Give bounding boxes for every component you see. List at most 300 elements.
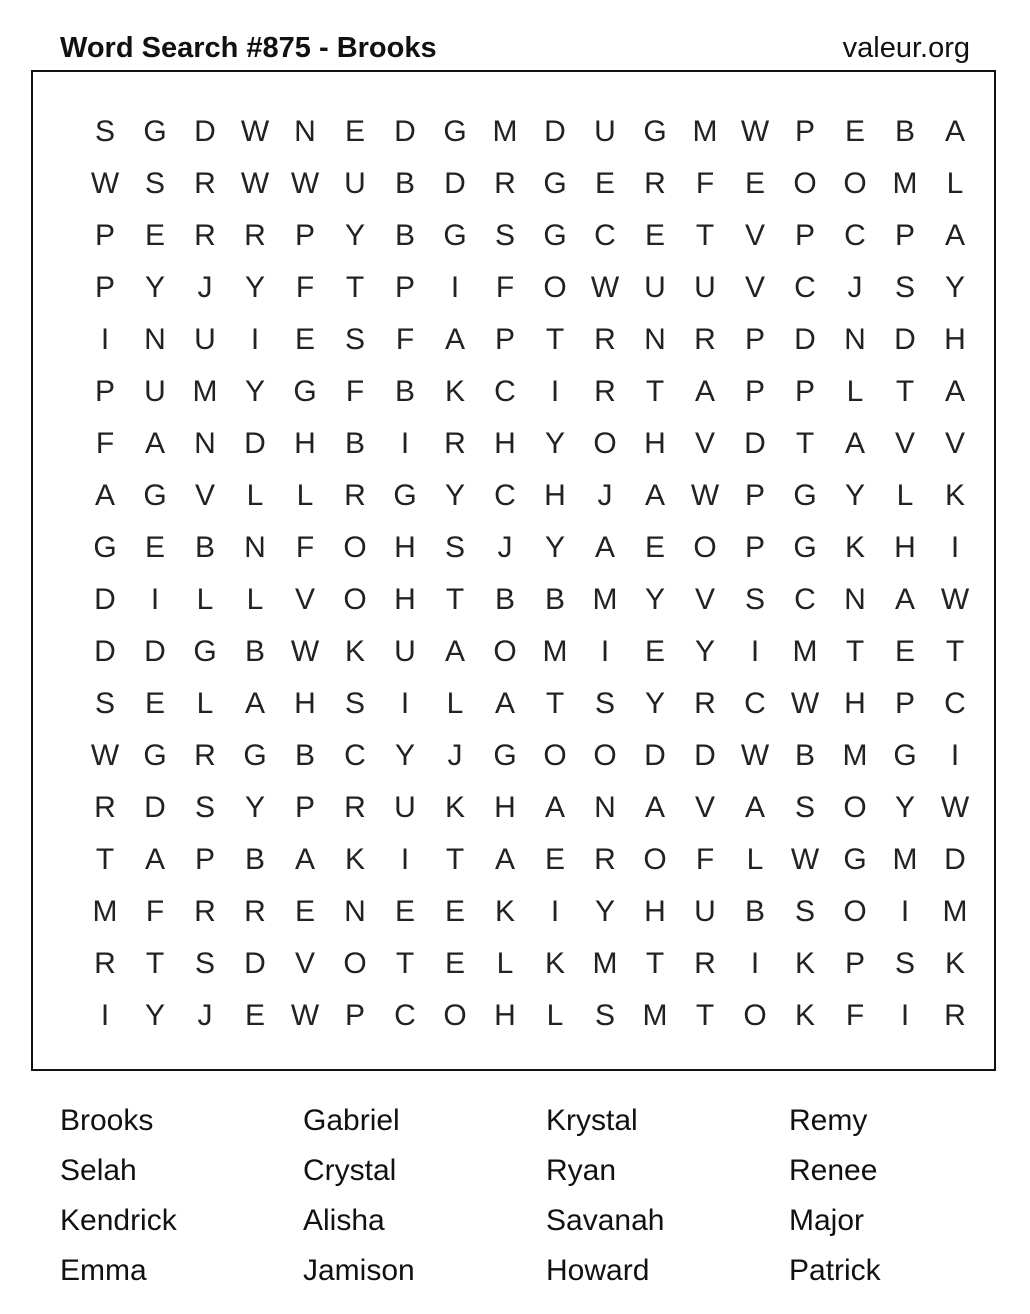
grid-letter: N (594, 791, 616, 824)
grid-letter: V (694, 583, 715, 616)
grid-letter: L (246, 583, 264, 616)
grid-letter: G (293, 375, 317, 408)
grid-letter: W (690, 479, 720, 512)
grid-letter: S (894, 271, 915, 304)
grid-letter: L (946, 167, 964, 200)
grid-letter: E (294, 895, 315, 928)
word-list-item: Major (789, 1204, 865, 1237)
grid-letter: K (944, 479, 965, 512)
grid-letter: U (144, 375, 166, 408)
grid-letter: A (494, 843, 515, 876)
grid-letter: K (344, 635, 365, 668)
grid-letter: U (594, 115, 616, 148)
grid-letter: G (143, 479, 167, 512)
grid-letter: A (444, 635, 465, 668)
grid-letter: U (694, 271, 716, 304)
grid-letter: S (444, 531, 465, 564)
grid-letter: V (744, 271, 765, 304)
grid-letter: F (845, 999, 865, 1032)
grid-letter: E (144, 219, 165, 252)
grid-letter: H (944, 323, 966, 356)
grid-letter: C (794, 271, 816, 304)
grid-letter: R (194, 167, 216, 200)
grid-letter: O (843, 791, 867, 824)
grid-letter: W (740, 739, 770, 772)
grid-letter: P (94, 271, 115, 304)
grid-letter: T (695, 219, 715, 252)
grid-letter: Y (244, 791, 265, 824)
grid-letter: T (145, 947, 165, 980)
grid-letter: E (594, 167, 615, 200)
grid-letter: R (594, 843, 616, 876)
grid-letter: I (950, 531, 960, 564)
grid-letter: O (443, 999, 467, 1032)
grid-letter: M (892, 843, 918, 876)
grid-letter: U (694, 895, 716, 928)
grid-letter: V (694, 791, 715, 824)
grid-letter: H (394, 583, 416, 616)
grid-letter: D (894, 323, 916, 356)
grid-letter: E (894, 635, 915, 668)
word-list-item: Crystal (303, 1154, 397, 1187)
grid-letter: R (594, 375, 616, 408)
grid-letter: S (94, 115, 115, 148)
grid-letter: U (644, 271, 666, 304)
grid-letter: L (446, 687, 464, 720)
grid-letter: R (694, 323, 716, 356)
grid-letter: Y (644, 687, 665, 720)
grid-letter: T (95, 843, 115, 876)
grid-letter: A (744, 791, 765, 824)
grid-letter: Y (644, 583, 665, 616)
grid-letter: L (896, 479, 914, 512)
grid-letter: V (294, 583, 315, 616)
grid-letter: I (100, 323, 110, 356)
grid-letter: A (94, 479, 115, 512)
grid-letter: M (592, 947, 618, 980)
grid-letter: G (643, 115, 667, 148)
grid-letter: G (543, 167, 567, 200)
grid-letter: G (793, 531, 817, 564)
grid-letter: K (794, 999, 815, 1032)
grid-letter: V (944, 427, 965, 460)
grid-letter: E (144, 531, 165, 564)
grid-letter: I (100, 999, 110, 1032)
grid-letter: Y (544, 427, 565, 460)
grid-letter: F (295, 531, 315, 564)
grid-letter: N (244, 531, 266, 564)
grid-letter: B (894, 115, 915, 148)
word-list-item: Renee (789, 1154, 878, 1187)
grid-letter: P (794, 115, 815, 148)
grid-letter: O (793, 167, 817, 200)
grid-letter: E (144, 687, 165, 720)
grid-letter: E (444, 895, 465, 928)
grid-letter: M (892, 167, 918, 200)
grid-letter: J (447, 739, 463, 772)
grid-letter: P (744, 323, 765, 356)
grid-letter: O (343, 531, 367, 564)
grid-letter: T (895, 375, 915, 408)
grid-letter: T (695, 999, 715, 1032)
grid-letter: R (944, 999, 966, 1032)
grid-letter: O (693, 531, 717, 564)
site-name: valeur.org (842, 32, 970, 64)
grid-letter: R (94, 791, 116, 824)
grid-letter: B (344, 427, 365, 460)
grid-letter: P (394, 271, 415, 304)
grid-letter: I (400, 687, 410, 720)
grid-letter: Y (244, 271, 265, 304)
grid-letter: K (494, 895, 515, 928)
grid-letter: T (545, 687, 565, 720)
grid-letter: W (240, 167, 270, 200)
grid-letter: V (194, 479, 215, 512)
grid-letter: C (344, 739, 366, 772)
grid-letter: H (644, 427, 666, 460)
grid-letter: L (196, 687, 214, 720)
grid-letter: S (744, 583, 765, 616)
grid-letter: C (844, 219, 866, 252)
grid-letter: M (192, 375, 218, 408)
grid-letter: T (545, 323, 565, 356)
word-list-item: Patrick (789, 1254, 881, 1287)
grid-letter: S (94, 687, 115, 720)
grid-letter: T (445, 583, 465, 616)
grid-letter: A (244, 687, 265, 720)
grid-letter: Y (394, 739, 415, 772)
grid-letter: W (290, 999, 320, 1032)
puzzle-title: Word Search #875 - Brooks (60, 32, 437, 64)
grid-letter: H (844, 687, 866, 720)
grid-letter: F (345, 375, 365, 408)
grid-letter: U (394, 635, 416, 668)
grid-letter: O (543, 271, 567, 304)
grid-letter: F (295, 271, 315, 304)
grid-letter: R (94, 947, 116, 980)
grid-letter: A (144, 427, 165, 460)
grid-letter: O (493, 635, 517, 668)
grid-letter: S (144, 167, 165, 200)
grid-letter: P (294, 219, 315, 252)
word-list-item: Savanah (546, 1204, 665, 1237)
grid-letter: L (296, 479, 314, 512)
grid-letter: G (143, 739, 167, 772)
grid-letter: P (344, 999, 365, 1032)
grid-letter: C (494, 479, 516, 512)
grid-letter: E (744, 167, 765, 200)
grid-letter: K (544, 947, 565, 980)
grid-letter: R (194, 219, 216, 252)
grid-letter: P (844, 947, 865, 980)
grid-letter: L (196, 583, 214, 616)
grid-letter: W (790, 687, 820, 720)
grid-letter: Y (544, 531, 565, 564)
grid-letter: R (494, 167, 516, 200)
grid-letter: P (744, 375, 765, 408)
grid-letter: B (394, 375, 415, 408)
grid-letter: D (94, 635, 116, 668)
grid-letter: I (900, 999, 910, 1032)
grid-letter: J (847, 271, 863, 304)
grid-letter: M (942, 895, 968, 928)
grid-letter: P (894, 219, 915, 252)
grid-letter: M (542, 635, 568, 668)
grid-letter: H (894, 531, 916, 564)
grid-letter: A (944, 219, 965, 252)
grid-letter: P (94, 375, 115, 408)
grid-letter: A (644, 791, 665, 824)
grid-letter: A (944, 375, 965, 408)
grid-letter: D (244, 947, 266, 980)
grid-letter: E (244, 999, 265, 1032)
grid-letter: I (900, 895, 910, 928)
grid-letter: B (244, 635, 265, 668)
grid-letter: N (844, 583, 866, 616)
grid-letter: D (794, 323, 816, 356)
grid-letter: A (594, 531, 615, 564)
grid-letter: F (695, 843, 715, 876)
grid-letter: G (543, 219, 567, 252)
grid-letter: B (744, 895, 765, 928)
grid-letter: N (194, 427, 216, 460)
grid-letter: U (344, 167, 366, 200)
grid-letter: R (194, 739, 216, 772)
grid-letter: W (290, 635, 320, 668)
grid-letter: V (894, 427, 915, 460)
grid-letter: I (400, 427, 410, 460)
grid-letter: M (842, 739, 868, 772)
grid-letter: R (244, 219, 266, 252)
grid-letter: B (544, 583, 565, 616)
grid-letter: B (394, 219, 415, 252)
grid-letter: L (546, 999, 564, 1032)
word-list-item: Kendrick (60, 1204, 177, 1237)
grid-letter: P (744, 531, 765, 564)
grid-letter: V (694, 427, 715, 460)
grid-letter: H (494, 791, 516, 824)
grid-letter: W (940, 791, 970, 824)
grid-letter: F (95, 427, 115, 460)
grid-letter: C (744, 687, 766, 720)
grid-letter: O (743, 999, 767, 1032)
word-list-item: Remy (789, 1104, 868, 1137)
grid-letter: W (740, 115, 770, 148)
grid-letter: C (494, 375, 516, 408)
word-list-item: Jamison (303, 1254, 415, 1287)
grid-letter: N (344, 895, 366, 928)
grid-letter: S (494, 219, 515, 252)
grid-letter: C (594, 219, 616, 252)
grid-letter: E (294, 323, 315, 356)
grid-letter: Y (144, 999, 165, 1032)
grid-letter: A (544, 791, 565, 824)
grid-letter: W (940, 583, 970, 616)
grid-letter: H (544, 479, 566, 512)
grid-letter: G (243, 739, 267, 772)
grid-letter: M (592, 583, 618, 616)
grid-letter: G (93, 531, 117, 564)
grid-letter: A (844, 427, 865, 460)
word-list-item: Krystal (546, 1104, 638, 1137)
grid-letter: D (694, 739, 716, 772)
letter-grid-frame (31, 70, 996, 1071)
grid-letter: L (496, 947, 514, 980)
grid-letter: S (594, 687, 615, 720)
grid-letter: S (344, 323, 365, 356)
grid-letter: G (893, 739, 917, 772)
grid-letter: J (197, 271, 213, 304)
grid-letter: E (644, 219, 665, 252)
grid-letter: A (294, 843, 315, 876)
grid-letter: T (845, 635, 865, 668)
grid-letter: T (795, 427, 815, 460)
grid-letter: D (144, 791, 166, 824)
grid-letter: N (294, 115, 316, 148)
grid-letter: F (495, 271, 515, 304)
grid-letter: H (494, 427, 516, 460)
grid-letter: S (594, 999, 615, 1032)
grid-letter: H (394, 531, 416, 564)
grid-letter: K (444, 791, 465, 824)
grid-letter: V (744, 219, 765, 252)
grid-letter: K (444, 375, 465, 408)
grid-letter: E (444, 947, 465, 980)
grid-letter: T (945, 635, 965, 668)
grid-letter: P (94, 219, 115, 252)
grid-letter: P (744, 479, 765, 512)
word-list-item: Brooks (60, 1104, 154, 1137)
grid-letter: A (494, 687, 515, 720)
grid-letter: U (194, 323, 216, 356)
grid-letter: N (644, 323, 666, 356)
grid-letter: I (150, 583, 160, 616)
grid-letter: G (143, 115, 167, 148)
grid-letter: L (846, 375, 864, 408)
grid-letter: M (792, 635, 818, 668)
grid-letter: R (194, 895, 216, 928)
grid-letter: H (294, 427, 316, 460)
grid-letter: D (94, 583, 116, 616)
grid-letter: U (394, 791, 416, 824)
grid-letter: P (794, 375, 815, 408)
grid-letter: H (294, 687, 316, 720)
grid-letter: W (90, 739, 120, 772)
grid-letter: B (244, 843, 265, 876)
grid-letter: B (194, 531, 215, 564)
grid-letter: W (290, 167, 320, 200)
grid-letter: T (395, 947, 415, 980)
grid-letter: A (944, 115, 965, 148)
grid-letter: W (240, 115, 270, 148)
grid-letter: Y (594, 895, 615, 928)
grid-letter: F (395, 323, 415, 356)
grid-letter: P (494, 323, 515, 356)
grid-letter: I (950, 739, 960, 772)
grid-letter: Y (344, 219, 365, 252)
grid-letter: J (597, 479, 613, 512)
word-list-item: Gabriel (303, 1104, 400, 1137)
grid-letter: C (794, 583, 816, 616)
grid-letter: I (750, 635, 760, 668)
grid-letter: B (494, 583, 515, 616)
grid-letter: K (844, 531, 865, 564)
grid-letter: M (642, 999, 668, 1032)
grid-letter: O (843, 895, 867, 928)
grid-letter: Y (894, 791, 915, 824)
grid-letter: I (550, 895, 560, 928)
grid-letter: D (644, 739, 666, 772)
grid-letter: F (145, 895, 165, 928)
grid-letter: E (644, 635, 665, 668)
grid-letter: M (492, 115, 518, 148)
grid-letter: O (543, 739, 567, 772)
grid-letter: V (294, 947, 315, 980)
word-list-item: Emma (60, 1254, 147, 1287)
grid-letter: P (194, 843, 215, 876)
grid-letter: E (394, 895, 415, 928)
grid-letter: N (144, 323, 166, 356)
grid-letter: K (794, 947, 815, 980)
word-list-item: Selah (60, 1154, 137, 1187)
grid-letter: R (344, 479, 366, 512)
grid-letter: E (644, 531, 665, 564)
grid-letter: L (246, 479, 264, 512)
grid-letter: T (645, 947, 665, 980)
grid-letter: O (343, 947, 367, 980)
grid-letter: A (894, 583, 915, 616)
grid-letter: G (443, 219, 467, 252)
grid-letter: S (794, 791, 815, 824)
grid-letter: I (750, 947, 760, 980)
grid-letter: D (194, 115, 216, 148)
grid-letter: K (344, 843, 365, 876)
grid-letter: R (694, 947, 716, 980)
grid-letter: W (90, 167, 120, 200)
grid-letter: S (194, 791, 215, 824)
grid-letter: S (344, 687, 365, 720)
grid-letter: E (844, 115, 865, 148)
grid-letter: D (444, 167, 466, 200)
grid-letter: J (197, 999, 213, 1032)
grid-letter: M (92, 895, 118, 928)
word-list-item: Howard (546, 1254, 650, 1287)
grid-letter: P (894, 687, 915, 720)
grid-letter: S (194, 947, 215, 980)
grid-letter: I (400, 843, 410, 876)
grid-letter: O (343, 583, 367, 616)
grid-letter: R (644, 167, 666, 200)
grid-letter: C (394, 999, 416, 1032)
grid-letter: R (244, 895, 266, 928)
grid-letter: B (794, 739, 815, 772)
grid-letter: D (244, 427, 266, 460)
page-header (60, 28, 970, 68)
grid-letter: B (294, 739, 315, 772)
word-list-item: Ryan (546, 1154, 617, 1187)
grid-letter: P (294, 791, 315, 824)
grid-letter: O (593, 427, 617, 460)
grid-letter: E (344, 115, 365, 148)
grid-letter: W (590, 271, 620, 304)
grid-letter: G (493, 739, 517, 772)
grid-letter: O (843, 167, 867, 200)
grid-letter: A (444, 323, 465, 356)
grid-letter: T (645, 375, 665, 408)
grid-letter: Y (844, 479, 865, 512)
grid-letter: R (344, 791, 366, 824)
grid-letter: A (644, 479, 665, 512)
